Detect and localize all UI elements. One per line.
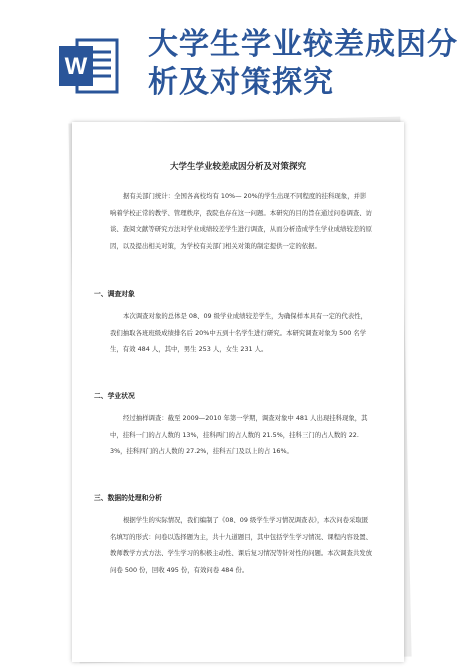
word-doc-icon	[55, 32, 123, 100]
section-heading: 二、学业状况	[94, 392, 135, 400]
banner	[0, 0, 474, 125]
intro-paragraph: 据有关部门统计：全国各高校均有 10%— 20%的学生出现不同程度的挂科现象，并影响着学校正常的教学、管理秩序，我院也存在这一问题。本研究的目的旨在通过问卷调查、访谈、查阅文献等研究方法对学业成绩较差学生进行调查，从而分析造成学生学业成绩较差的原因，以及提出相关对策，为学校有关部门相关对策的制定提供一定的依据。	[110, 192, 373, 250]
section-body: 本次调查对象的总体是 08、09 级学业成绩较差学生，为确保样本具有一定的代表性，我们抽取各班班级成绩排名后 20%中五到十名学生进行研究。本研究调查对象为 500 名学生，有效 484 人，其中，男生 253 人，女生 231 人。	[110, 312, 367, 353]
banner-title: 大学生学业较差成因分析及对策探究	[148, 27, 458, 100]
word-logo-letter: W	[64, 53, 88, 80]
document-page	[72, 122, 404, 662]
section-body: 经过抽样调查：截至 2009—2010 年第一学期，调查对象中 481 人出现挂科现象，其中，挂科一门的占人数的 13%，挂科两门的占人数的 21.5%，挂科三门的占人数的 22.3%，挂科四门的占人数的 27.2%，挂科五门及以上的占 16%。	[110, 414, 368, 455]
section-heading: 三、数据的处理和分析	[94, 494, 162, 502]
section-body: 根据学生的实际情况，我们编制了《08、09 级学生学习情况调查表》，本次问卷采取匿名填写的形式：问卷以选择题为主，共十九道题目，其中包括学生学习情况、课程内容设置、教师教学方式方法、学生学习的积极主动性、课后复习情况等针对性的问题。本次调查共发放问卷 500 份，回收 495 份，有效问卷 484 份。	[110, 516, 373, 574]
section-heading: 一、调查对象	[94, 290, 135, 298]
document-title: 大学生学业较差成因分析及对策探究	[169, 162, 306, 172]
